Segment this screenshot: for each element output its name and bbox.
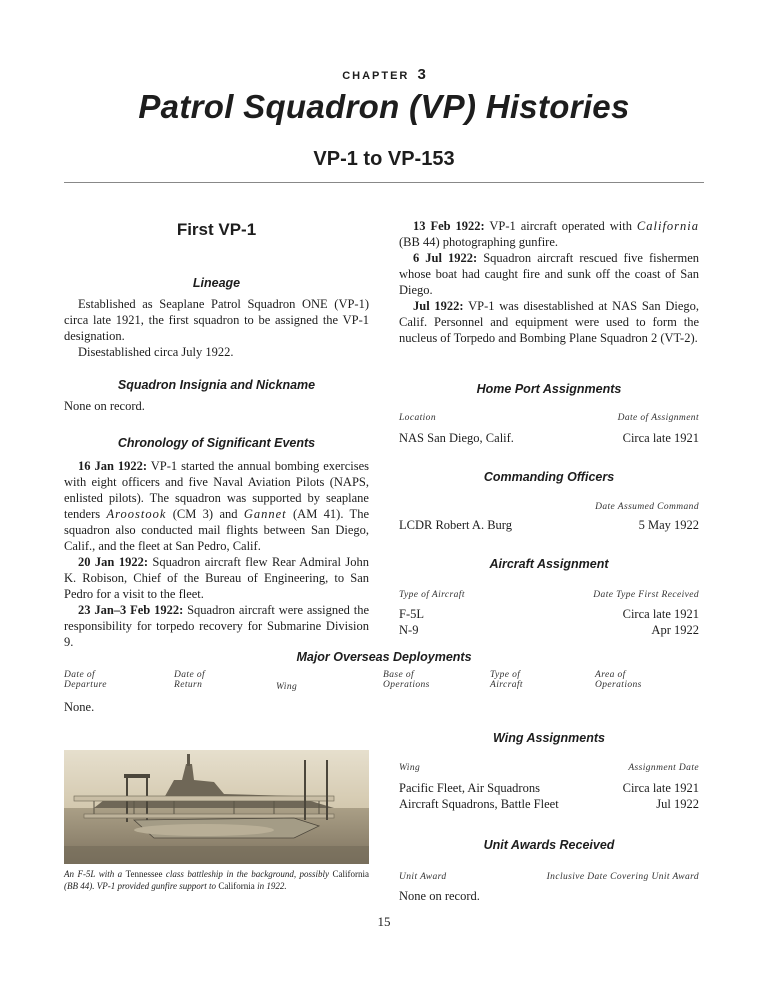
ship-name: Aroostook xyxy=(106,507,167,521)
event-text: Squadron aircraft flew Rear Admiral John K. Robison, Chief of the Bureau of Engineering, to San Pedro for a visit to the fleet. xyxy=(64,555,369,601)
lineage-para-1: Established as Seaplane Patrol Squadron ONE (VP-1) circa late 1921, the first squadron to be assigned the VP-1 designation. xyxy=(64,297,369,343)
event-date: 13 Feb 1922: xyxy=(413,219,485,233)
caption-text: in 1922. xyxy=(254,881,287,891)
commanding-officer-date: 5 May 1922 xyxy=(638,518,699,532)
event-jul-6 xyxy=(399,250,699,298)
wing-date-col: Assignment Date xyxy=(628,763,699,773)
commanding-officer-name: LCDR Robert A. Burg xyxy=(399,518,512,532)
awards-col: Unit Award xyxy=(399,872,447,882)
aircraft-date: Circa late 1921 xyxy=(622,607,699,621)
chronology-continued xyxy=(399,218,699,346)
event-text: Squadron aircraft rescued five fishermen whose boat had caught fire and sunk off the coast of San Diego. xyxy=(399,251,699,297)
awards-none: None on record. xyxy=(399,889,480,903)
page-subtitle: VP-1 to VP-153 xyxy=(313,148,455,170)
event-date: 20 Jan 1922: xyxy=(78,555,148,569)
deployments-heading: Major Overseas Deployments xyxy=(296,650,472,664)
chapter-number: 3 xyxy=(417,66,426,83)
ship-name: Gannet xyxy=(243,507,287,521)
event-text: VP-1 was disestablished at NAS San Diego, Calif. Personnel and equipment were used to form the nucleus of Torpedo and Bombing Plane Squadron 2 (VT-2). xyxy=(399,299,700,345)
event-jan-16 xyxy=(64,458,369,554)
photo-caption xyxy=(64,868,369,892)
insignia-para: None on record. xyxy=(64,399,145,413)
event-date: Jul 1922: xyxy=(413,299,464,313)
caption-text: (BB 44). VP-1 provided gunfire support to xyxy=(64,881,219,891)
event-jul-1922 xyxy=(399,298,699,346)
deployments-wing-col: Wing xyxy=(276,682,298,692)
insignia-text xyxy=(64,398,369,414)
caption-text: California xyxy=(332,869,369,879)
chronology-text xyxy=(64,458,369,650)
lineage-text xyxy=(64,296,369,360)
deployments-area-col: Area of Operations xyxy=(595,670,642,690)
aircraft-type: F-5L xyxy=(399,607,424,621)
aircraft-heading: Aircraft Assignment xyxy=(489,557,609,571)
event-jan-23 xyxy=(64,602,369,650)
aircraft-photo xyxy=(64,750,369,864)
wing-name: Aircraft Squadrons, Battle Fleet xyxy=(399,797,559,811)
aircraft-photo-art xyxy=(64,750,369,864)
lineage-para-2: Disestablished circa July 1922. xyxy=(78,345,234,359)
insignia-heading: Squadron Insignia and Nickname xyxy=(117,378,316,392)
caption-text: class battleship in the background, possibly xyxy=(162,869,333,879)
wing-date: Circa late 1921 xyxy=(622,781,699,795)
event-date: 23 Jan–3 Feb 1922: xyxy=(78,603,184,617)
home-port-location-col: Location xyxy=(399,413,436,423)
event-text: (CM 3) and xyxy=(166,507,244,521)
ship-name: California xyxy=(636,219,699,233)
deployments-base-col: Base of Operations xyxy=(383,670,430,690)
chronology-heading: Chronology of Significant Events xyxy=(117,436,316,450)
aircraft-type: N-9 xyxy=(399,623,419,637)
wing-name: Pacific Fleet, Air Squadrons xyxy=(399,781,540,795)
event-date: 6 Jul 1922: xyxy=(413,251,478,265)
home-port-heading: Home Port Assignments xyxy=(476,382,622,396)
event-text: VP-1 started the annual bombing exercises with eight officers and five Naval Aviation Pilots (NAPS, enlisted pilots). The squadron was supported by seaplane tenders xyxy=(64,459,370,521)
squadron-heading: First VP-1 xyxy=(176,220,257,239)
deployments-type-col: Type of Aircraft xyxy=(490,670,523,690)
lineage-heading: Lineage xyxy=(192,276,241,290)
awards-date-col: Inclusive Date Covering Unit Award xyxy=(546,872,699,882)
caption-text: California xyxy=(218,881,255,891)
event-feb-13 xyxy=(399,218,699,250)
chapter-label xyxy=(0,66,768,83)
caption-text: An F-5L with a xyxy=(64,869,126,879)
commanding-date-col: Date Assumed Command xyxy=(595,502,699,512)
event-text: (BB 44) photographing gunfire. xyxy=(399,235,559,249)
aircraft-type-col: Type of Aircraft xyxy=(399,590,465,600)
commanding-officers-heading: Commanding Officers xyxy=(483,470,615,484)
header-divider xyxy=(64,182,704,183)
page-number: 15 xyxy=(377,914,391,929)
caption-text: Tennessee xyxy=(125,869,163,879)
event-text: (AM 41). The squadron also conducted mail flights between San Diego, Calif., and the fleet at San Pedro, Calif. xyxy=(64,507,369,553)
awards-heading: Unit Awards Received xyxy=(483,838,615,852)
event-date: 16 Jan 1922: xyxy=(78,459,148,473)
wing-date: Jul 1922 xyxy=(656,797,699,811)
deployments-departure-col: Date of Departure xyxy=(64,670,107,690)
event-text: Squadron aircraft were assigned the responsibility for torpedo recovery for Submarine Division 9. xyxy=(64,603,369,649)
event-text: VP-1 aircraft operated with xyxy=(484,219,637,233)
home-port-date-col: Date of Assignment xyxy=(617,413,699,423)
aircraft-date-col: Date Type First Received xyxy=(593,590,699,600)
deployments-return-col: Date of Return xyxy=(174,670,206,690)
page-title: Patrol Squadron (VP) Histories xyxy=(138,88,630,125)
event-jan-20 xyxy=(64,554,369,602)
aircraft-date: Apr 1922 xyxy=(651,623,699,637)
chapter-word: CHAPTER xyxy=(342,70,410,82)
home-port-location: NAS San Diego, Calif. xyxy=(399,431,514,445)
wing-heading: Wing Assignments xyxy=(493,731,605,745)
deployments-none: None. xyxy=(64,700,95,714)
wing-col: Wing xyxy=(399,763,421,773)
home-port-date: Circa late 1921 xyxy=(622,431,699,445)
